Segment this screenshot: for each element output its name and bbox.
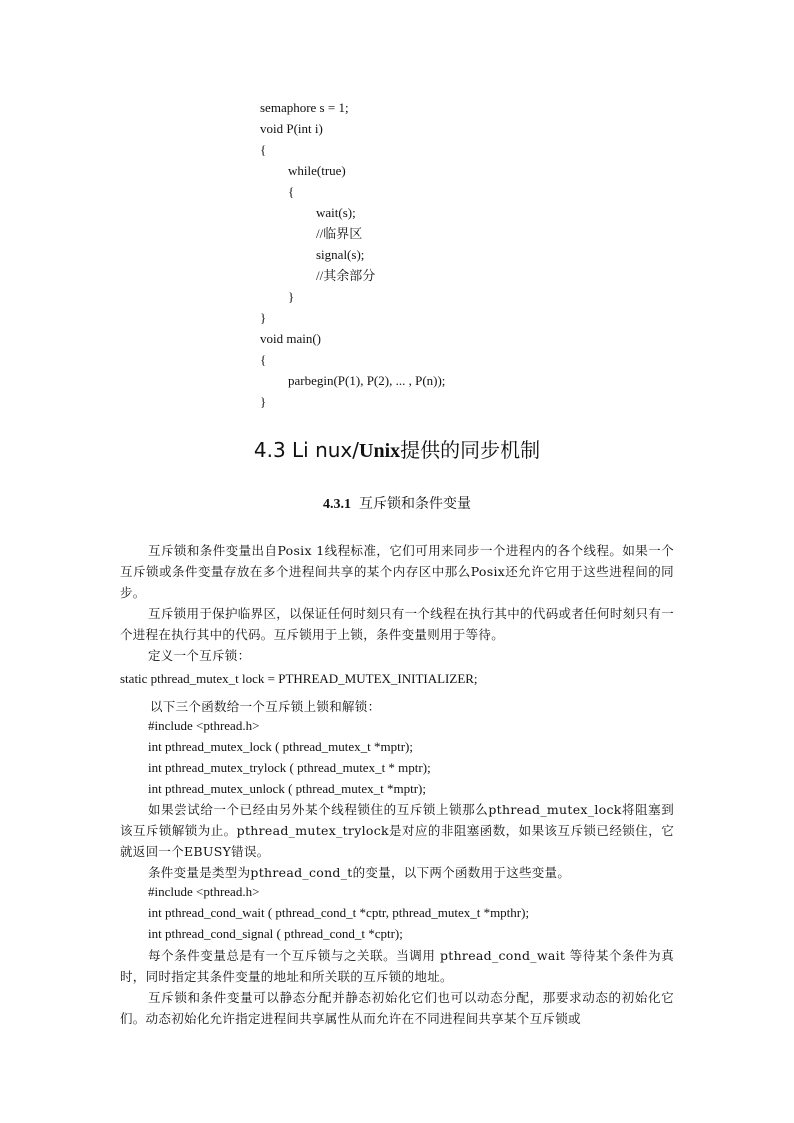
code-line: int pthread_mutex_trylock ( pthread_mutex_t * mptr);	[148, 760, 431, 775]
paragraph-cond-type: 条件变量是类型为pthread_cond_t的变量，以下两个函数用于这些变量。	[148, 865, 571, 880]
code-line: int pthread_mutex_lock ( pthread_mutex_t *mptr);	[148, 739, 413, 754]
code-line: }	[260, 310, 267, 325]
section-heading	[0, 436, 794, 465]
code-line: {	[260, 142, 267, 157]
paragraph-intro: 互斥锁和条件变量出自Posix 1线程标准，它们可用来同步一个进程内的各个线程。如果一个互斥锁或条件变量存放在多个进程间共享的某个内存区中那么Posix还允许它用于这些进程间的同步。	[120, 543, 674, 600]
paragraph-static-dynamic: 互斥锁和条件变量可以静态分配并静态初始化它们也可以动态分配，那要求动态的初始化它们。动态初始化允许指定进程间共享属性从而允许在不同进程间共享某个互斥锁或	[120, 990, 674, 1026]
code-line: int pthread_mutex_unlock ( pthread_mutex_t *mptr);	[148, 781, 426, 796]
subsection-number: 4.3.1	[323, 497, 351, 512]
code-line: wait(s);	[316, 205, 356, 220]
subsection-heading	[0, 494, 794, 515]
section-heading-bold: Unix	[359, 440, 401, 462]
code-line: while(true)	[288, 163, 346, 178]
code-line: #include <pthread.h>	[148, 718, 260, 733]
code-line: semaphore s = 1;	[260, 100, 349, 115]
code-line: parbegin(P(1), P(2), ... , P(n));	[288, 373, 446, 388]
code-line: }	[288, 289, 295, 304]
code-line: #include <pthread.h>	[148, 884, 260, 899]
code-line: signal(s);	[316, 247, 365, 262]
section-heading-prefix: 4.3 Li nux/	[253, 438, 360, 462]
code-line: {	[260, 352, 267, 367]
code-line: {	[288, 184, 295, 199]
static-mutex-line: static pthread_mutex_t lock = PTHREAD_MUTEX_INITIALIZER;	[120, 671, 478, 686]
section-heading-suffix: 提供的同步机制	[400, 438, 541, 462]
code-line: //其余部分	[316, 268, 376, 283]
code-line: int pthread_cond_wait ( pthread_cond_t *cptr, pthread_mutex_t *mpthr);	[148, 905, 530, 920]
paragraph-trylock: 如果尝试给一个已经由另外某个线程锁住的互斥锁上锁那么pthread_mutex_lock将阻塞到该互斥锁解锁为止。pthread_mutex_trylock是对应的非阻塞函数，如果该互斥锁已经锁住，它就返回一个EBUSY错误。	[120, 802, 674, 859]
code-line: }	[260, 394, 267, 409]
code-line: int pthread_cond_signal ( pthread_cond_t *cptr);	[148, 926, 403, 941]
paragraph-cond-mutex: 每个条件变量总是有一个互斥锁与之关联。当调用 pthread_cond_wait 等待某个条件为真时，同时指定其条件变量的地址和所关联的互斥锁的地址。	[120, 948, 674, 984]
paragraph-define-mutex: 定义一个互斥锁：	[148, 648, 251, 663]
code-line: void P(int i)	[260, 121, 323, 136]
subsection-title: 互斥锁和条件变量	[359, 496, 471, 512]
paragraph-mutex-purpose: 互斥锁用于保护临界区，以保证任何时刻只有一个线程在执行其中的代码或者任何时刻只有一个进程在执行其中的代码。互斥锁用于上锁，条件变量则用于等待。	[120, 606, 674, 642]
code-line: //临界区	[316, 226, 363, 241]
paragraph-three-functions: 以下三个函数给一个互斥锁上锁和解锁：	[150, 699, 381, 714]
code-line: void main()	[260, 331, 322, 346]
